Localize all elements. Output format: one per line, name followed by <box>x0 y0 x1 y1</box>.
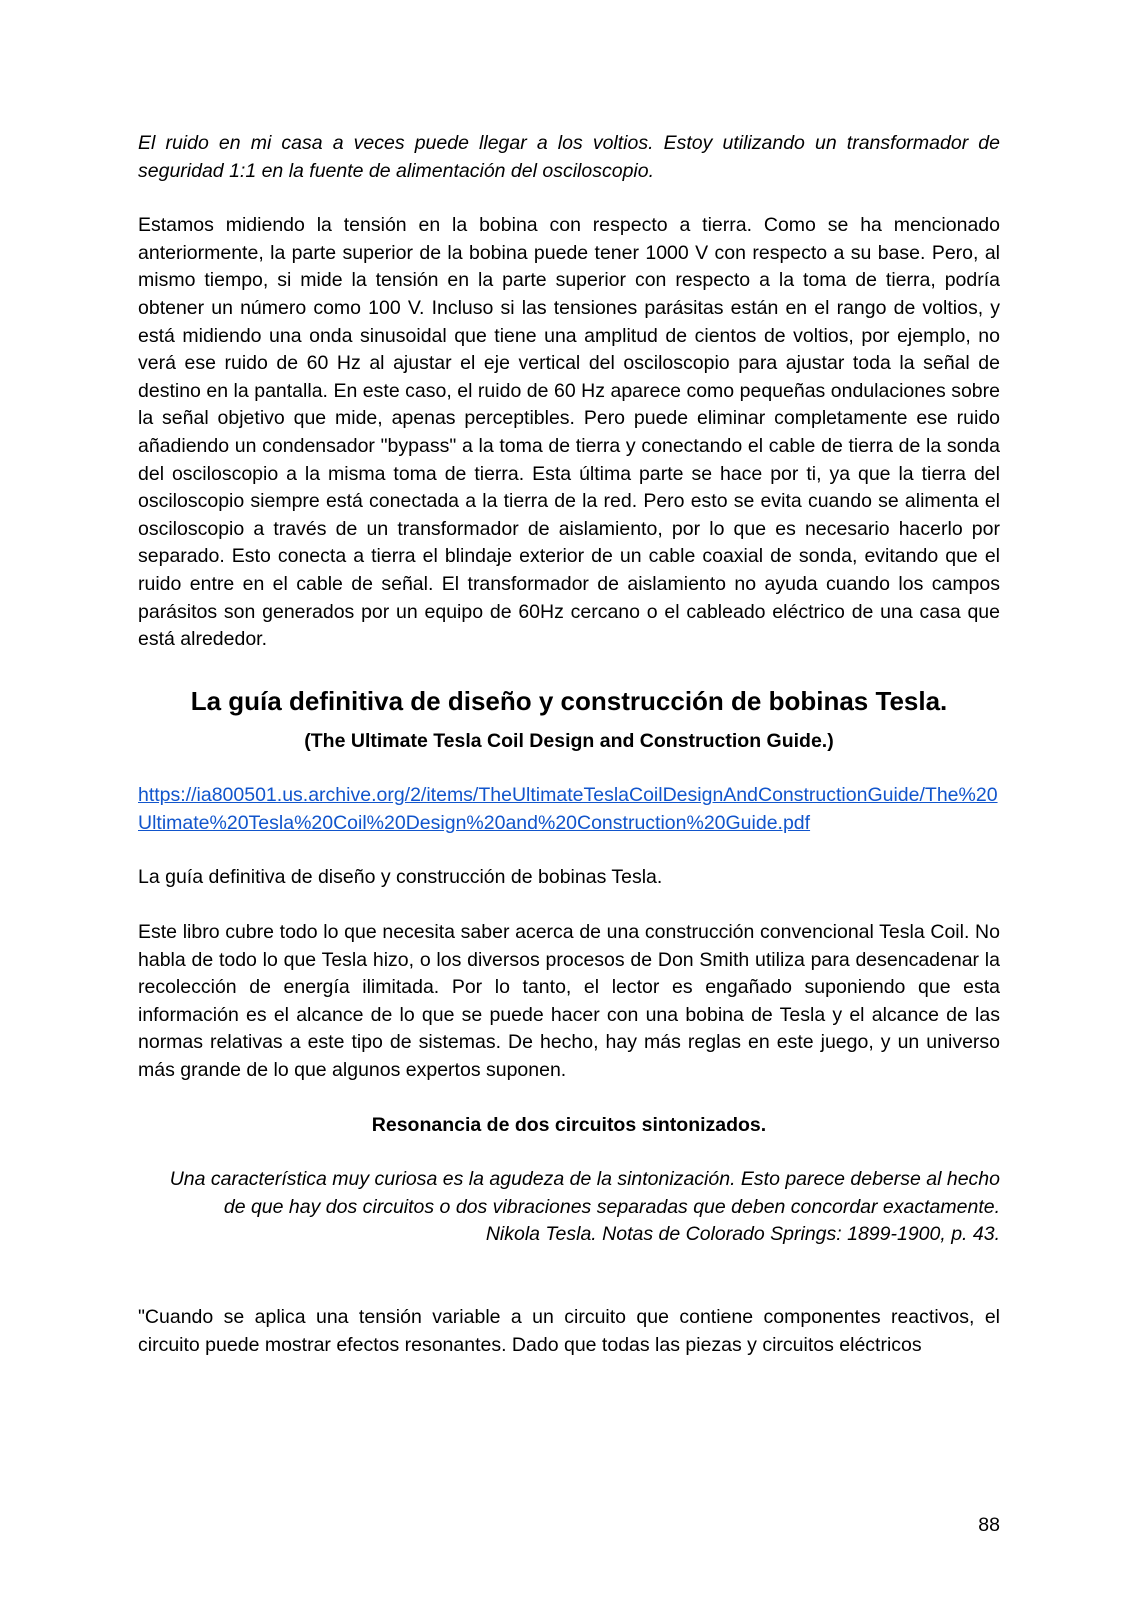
document-page <box>138 130 1000 1359</box>
resonance-paragraph: "Cuando se aplica una tensión variable a un circuito que contiene componentes reactivos, el circuito puede mostrar efectos resonantes. Dado que todas las piezas y circuitos eléctricos <box>138 1306 1000 1356</box>
intro-paragraph: El ruido en mi casa a veces puede llegar a los voltios. Estoy utilizando un transformador de seguridad 1:1 en la fuente de alimentación del osciloscopio. <box>138 132 1000 182</box>
page-subtitle: (The Ultimate Tesla Coil Design and Construction Guide.) <box>304 729 834 752</box>
guide-link[interactable]: https://ia800501.us.archive.org/2/items/TheUltimateTeslaCoilDesignAndConstructionGuide/The%20Ultimate%20Tesla%20Coil%20Design%20and%20Construction%20Guide.pdf <box>138 784 998 834</box>
page-title: La guía definitiva de diseño y construcción de bobinas Tesla. <box>190 685 948 716</box>
section-heading: Resonancia de dos circuitos sintonizados. <box>371 1113 767 1136</box>
tesla-quote <box>138 1166 1000 1249</box>
guide-name-paragraph: La guía definitiva de diseño y construcción de bobinas Tesla. <box>138 866 663 889</box>
book-description-paragraph: Este libro cubre todo lo que necesita saber acerca de una construcción convencional Tesla Coil. No habla de todo lo que Tesla hizo, o los diversos procesos de Don Smith utiliza para desencadenar la recolección de energía ilimitada. Por lo tanto, el lector es engañado suponiendo que esta información es el alcance de lo que se puede hacer con una bobina de Tesla y el alcance de las normas relativas a este tipo de sistemas. De hecho, hay más reglas en este juego, y un universo más grande de lo que algunos expertos suponen. <box>138 921 1000 1082</box>
measurement-paragraph: Estamos midiendo la tensión en la bobina con respecto a tierra. Como se ha mencionado anteriormente, la parte superior de la bobina puede tener 1000 V con respecto a su base. Pero, al mismo tiempo, si mide la tensión en la parte superior con respecto a la toma de tierra, podría obtener un número como 100 V. Incluso si las tensiones parásitas están en el rango de voltios, y está midiendo una onda sinusoidal que tiene una amplitud de cientos de voltios, por ejemplo, no verá ese ruido de 60 Hz al ajustar el eje vertical del osciloscopio para ajustar toda la señal de destino en la pantalla. En este caso, el ruido de 60 Hz aparece como pequeñas ondulaciones sobre la señal objetivo que mide, apenas perceptibles. Pero puede eliminar completamente ese ruido añadiendo un condensador "bypass" a la toma de tierra y conectando el cable de tierra de la sonda del osciloscopio a la misma toma de tierra. Esta última parte se hace por ti, ya que la tierra del osciloscopio siempre está conectada a la tierra de la red. Pero esto se evita cuando se alimenta el osciloscopio a través de un transformador de aislamiento, por lo que es necesario hacerlo por separado. Esto conecta a tierra el blindaje exterior de un cable coaxial de sonda, evitando que el ruido entre en el cable de señal. El transformador de aislamiento no ayuda cuando los campos parásitos son generados por un equipo de 60Hz cercano o el cableado eléctrico de una casa que está alrededor. <box>138 214 1000 651</box>
quote-text: Una característica muy curiosa es la agudeza de la sintonización. Esto parece deberse al hecho de que hay dos circuitos o dos vibraciones separadas que deben concordar exactamente. <box>169 1168 1000 1218</box>
quote-citation: Nikola Tesla. Notas de Colorado Springs: 1899-1900, p. 43. <box>485 1223 1000 1246</box>
page-number: 88 <box>978 1514 1000 1536</box>
